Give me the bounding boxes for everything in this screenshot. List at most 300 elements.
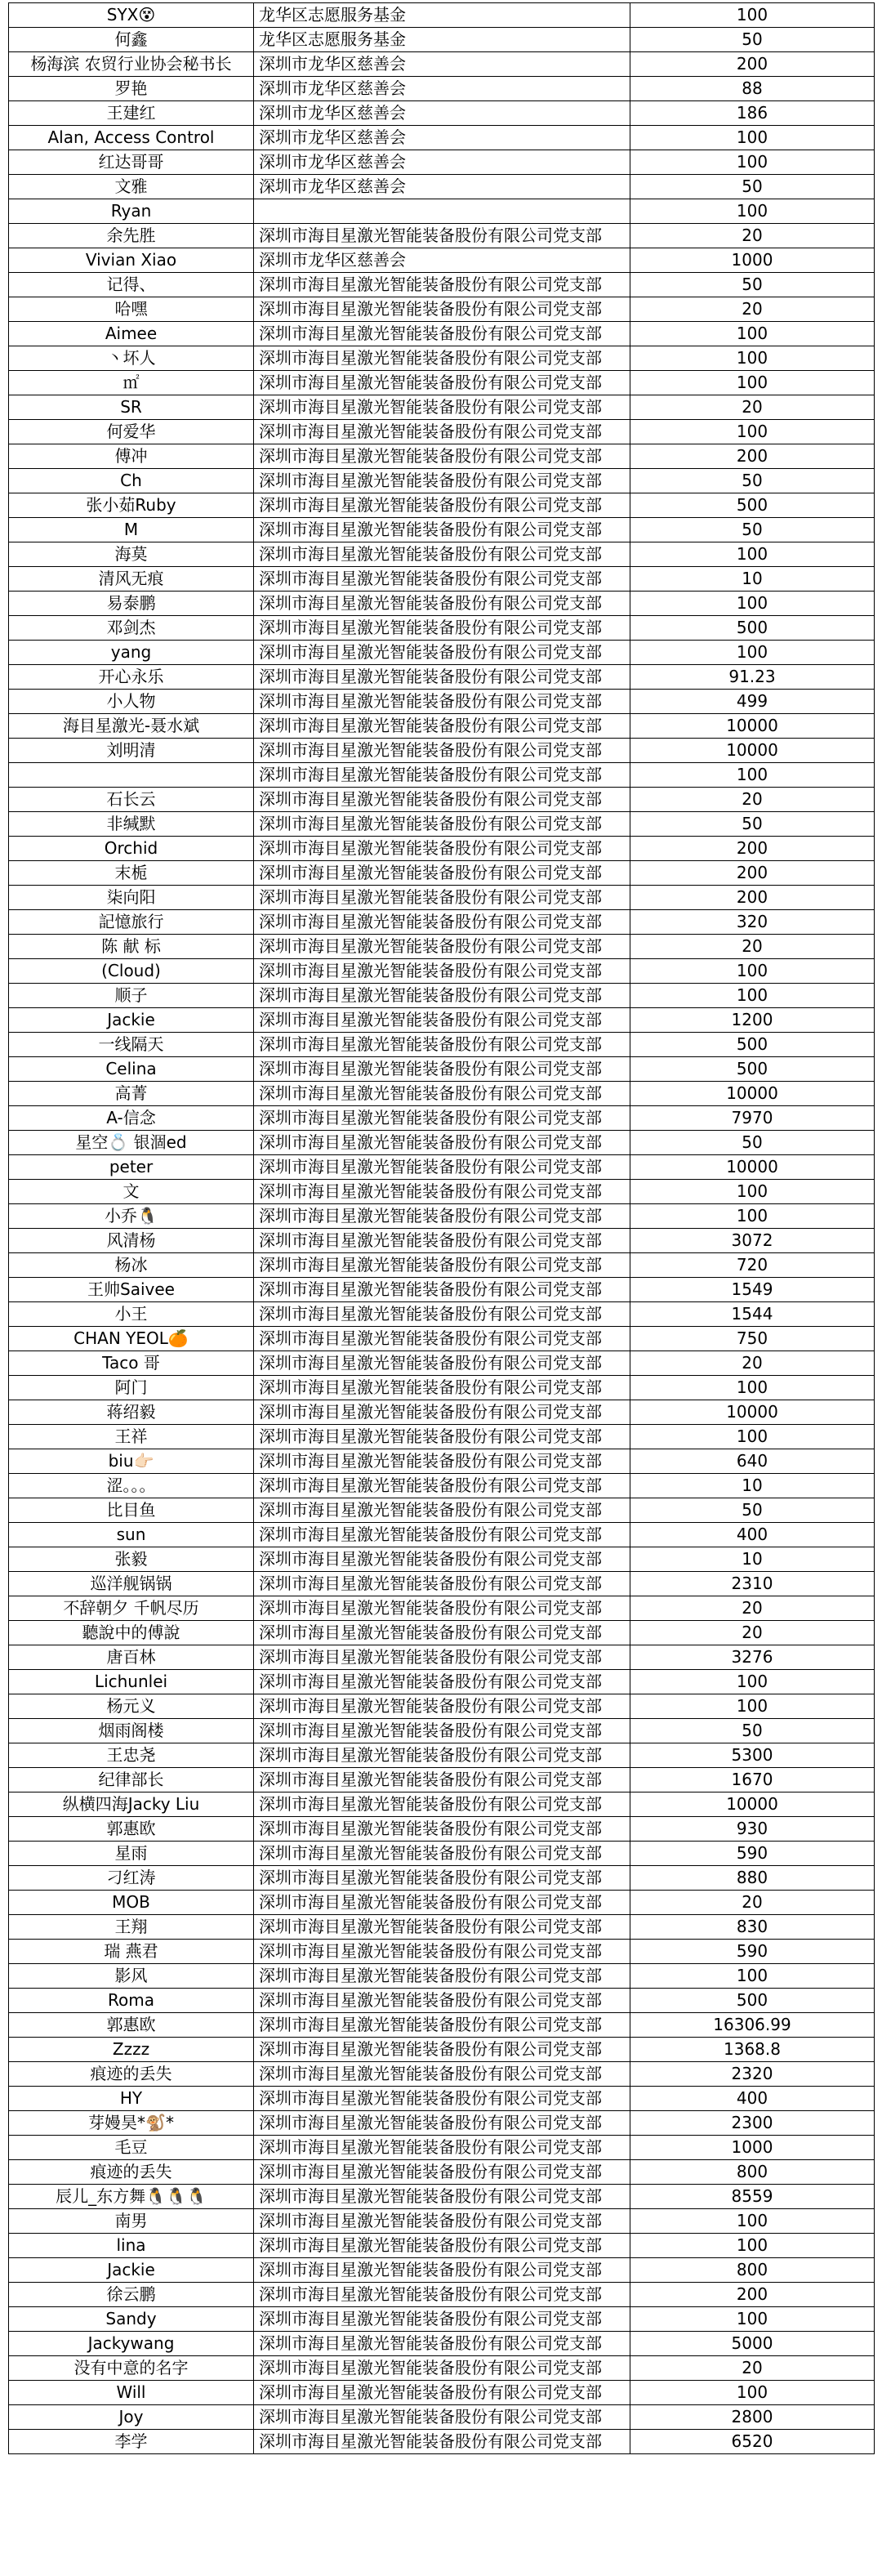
- donor-name-cell: 小人物: [9, 690, 254, 714]
- donor-name-cell: 张毅: [9, 1547, 254, 1572]
- donor-name-cell: SR: [9, 395, 254, 420]
- amount-cell: 20: [630, 297, 875, 322]
- donor-name-cell: Aimee: [9, 322, 254, 346]
- organization-cell: 深圳市海目星激光智能装备股份有限公司党支部: [254, 2381, 630, 2405]
- donor-name-cell: 不辞朝夕 千帆尽历: [9, 1596, 254, 1621]
- donor-name-cell: Taco 哥: [9, 1351, 254, 1376]
- donor-name-cell: 刘明清: [9, 739, 254, 763]
- donor-name-cell: Sandy: [9, 2307, 254, 2332]
- organization-cell: 深圳市海目星激光智能装备股份有限公司党支部: [254, 690, 630, 714]
- amount-cell: 50: [630, 812, 875, 837]
- table-row: [9, 2381, 875, 2405]
- organization-cell: 深圳市海目星激光智能装备股份有限公司党支部: [254, 1719, 630, 1743]
- amount-cell: 1000: [630, 2136, 875, 2160]
- amount-cell: 750: [630, 1327, 875, 1351]
- organization-cell: 深圳市海目星激光智能装备股份有限公司党支部: [254, 1743, 630, 1768]
- amount-cell: 10000: [630, 1082, 875, 1106]
- organization-cell: 深圳市海目星激光智能装备股份有限公司党支部: [254, 1057, 630, 1082]
- donor-name-cell: 痕迹的丢失: [9, 2062, 254, 2087]
- donor-name-cell: A-信念: [9, 1106, 254, 1131]
- amount-cell: 1368.8: [630, 2038, 875, 2062]
- table-row: [9, 567, 875, 592]
- organization-cell: 深圳市海目星激光智能装备股份有限公司党支部: [254, 2209, 630, 2234]
- table-row: [9, 1989, 875, 2013]
- donor-name-cell: 柒向阳: [9, 886, 254, 910]
- donor-name-cell: 易泰鹏: [9, 592, 254, 616]
- amount-cell: 20: [630, 395, 875, 420]
- organization-cell: 深圳市龙华区慈善会: [254, 52, 630, 77]
- organization-cell: 深圳市海目星激光智能装备股份有限公司党支部: [254, 1327, 630, 1351]
- donor-name-cell: 瑞 燕君: [9, 1940, 254, 1964]
- donation-table-body: [9, 3, 875, 2454]
- organization-cell: 深圳市海目星激光智能装备股份有限公司党支部: [254, 1253, 630, 1278]
- donor-name-cell: Ch: [9, 469, 254, 493]
- table-row: [9, 1596, 875, 1621]
- table-row: [9, 984, 875, 1008]
- amount-cell: 100: [630, 199, 875, 224]
- donor-name-cell: 刁红涛: [9, 1866, 254, 1891]
- amount-cell: 186: [630, 101, 875, 126]
- donor-name-cell: HY: [9, 2087, 254, 2111]
- organization-cell: 深圳市海目星激光智能装备股份有限公司党支部: [254, 567, 630, 592]
- table-row: [9, 101, 875, 126]
- table-row: [9, 126, 875, 150]
- organization-cell: 深圳市海目星激光智能装备股份有限公司党支部: [254, 2430, 630, 2454]
- table-row: [9, 1817, 875, 1842]
- organization-cell: 深圳市海目星激光智能装备股份有限公司党支部: [254, 518, 630, 542]
- amount-cell: 100: [630, 1204, 875, 1229]
- table-row: [9, 2430, 875, 2454]
- organization-cell: 深圳市海目星激光智能装备股份有限公司党支部: [254, 542, 630, 567]
- donor-name-cell: Will: [9, 2381, 254, 2405]
- donor-name-cell: Joy: [9, 2405, 254, 2430]
- amount-cell: 10000: [630, 739, 875, 763]
- table-row: [9, 2136, 875, 2160]
- table-row: [9, 788, 875, 812]
- organization-cell: 深圳市海目星激光智能装备股份有限公司党支部: [254, 1400, 630, 1425]
- amount-cell: 3072: [630, 1229, 875, 1253]
- table-row: [9, 690, 875, 714]
- donor-name-cell: 王帅Saivee: [9, 1278, 254, 1302]
- donor-name-cell: 涩。。。: [9, 1474, 254, 1498]
- table-row: [9, 444, 875, 469]
- amount-cell: 2310: [630, 1572, 875, 1596]
- organization-cell: 深圳市海目星激光智能装备股份有限公司党支部: [254, 1229, 630, 1253]
- organization-cell: 深圳市海目星激光智能装备股份有限公司党支部: [254, 1376, 630, 1400]
- organization-cell: 深圳市海目星激光智能装备股份有限公司党支部: [254, 984, 630, 1008]
- table-row: [9, 346, 875, 371]
- organization-cell: 深圳市海目星激光智能装备股份有限公司党支部: [254, 1768, 630, 1792]
- organization-cell: 深圳市海目星激光智能装备股份有限公司党支部: [254, 616, 630, 641]
- amount-cell: 20: [630, 935, 875, 959]
- amount-cell: 1000: [630, 248, 875, 273]
- amount-cell: 499: [630, 690, 875, 714]
- amount-cell: 20: [630, 1351, 875, 1376]
- organization-cell: 深圳市海目星激光智能装备股份有限公司党支部: [254, 1621, 630, 1645]
- table-row: [9, 837, 875, 861]
- amount-cell: 800: [630, 2258, 875, 2283]
- amount-cell: 320: [630, 910, 875, 935]
- amount-cell: 100: [630, 322, 875, 346]
- amount-cell: 1200: [630, 1008, 875, 1033]
- amount-cell: 10: [630, 1474, 875, 1498]
- amount-cell: 830: [630, 1915, 875, 1940]
- organization-cell: 深圳市海目星激光智能装备股份有限公司党支部: [254, 665, 630, 690]
- donor-name-cell: 邓剑杰: [9, 616, 254, 641]
- table-row: [9, 1964, 875, 1989]
- amount-cell: 50: [630, 518, 875, 542]
- donor-name-cell: 杨冰: [9, 1253, 254, 1278]
- organization-cell: 深圳市海目星激光智能装备股份有限公司党支部: [254, 1523, 630, 1547]
- organization-cell: 深圳市海目星激光智能装备股份有限公司党支部: [254, 910, 630, 935]
- table-row: [9, 1670, 875, 1694]
- amount-cell: 50: [630, 28, 875, 52]
- amount-cell: 930: [630, 1817, 875, 1842]
- table-row: [9, 493, 875, 518]
- organization-cell: 深圳市海目星激光智能装备股份有限公司党支部: [254, 2356, 630, 2381]
- donor-name-cell: Zzzz: [9, 2038, 254, 2062]
- donor-name-cell: peter: [9, 1155, 254, 1180]
- table-row: [9, 861, 875, 886]
- amount-cell: 100: [630, 1425, 875, 1449]
- table-row: [9, 935, 875, 959]
- donor-name-cell: 没有中意的名字: [9, 2356, 254, 2381]
- amount-cell: 200: [630, 837, 875, 861]
- donor-name-cell: 徐云鹏: [9, 2283, 254, 2307]
- organization-cell: 深圳市海目星激光智能装备股份有限公司党支部: [254, 2038, 630, 2062]
- amount-cell: 100: [630, 542, 875, 567]
- organization-cell: 深圳市海目星激光智能装备股份有限公司党支部: [254, 1596, 630, 1621]
- table-row: [9, 2234, 875, 2258]
- table-row: [9, 1694, 875, 1719]
- amount-cell: 500: [630, 1057, 875, 1082]
- organization-cell: 深圳市海目星激光智能装备股份有限公司党支部: [254, 2062, 630, 2087]
- amount-cell: 20: [630, 788, 875, 812]
- amount-cell: 10000: [630, 1792, 875, 1817]
- amount-cell: 2800: [630, 2405, 875, 2430]
- organization-cell: 深圳市海目星激光智能装备股份有限公司党支部: [254, 592, 630, 616]
- donor-name-cell: 李学: [9, 2430, 254, 2454]
- amount-cell: 5000: [630, 2332, 875, 2356]
- donor-name-cell: 末栀: [9, 861, 254, 886]
- organization-cell: 深圳市海目星激光智能装备股份有限公司党支部: [254, 1964, 630, 1989]
- amount-cell: 20: [630, 1596, 875, 1621]
- table-row: [9, 665, 875, 690]
- table-row: [9, 1523, 875, 1547]
- organization-cell: 深圳市海目星激光智能装备股份有限公司党支部: [254, 1940, 630, 1964]
- donor-name-cell: 影风: [9, 1964, 254, 1989]
- amount-cell: 5300: [630, 1743, 875, 1768]
- donor-name-cell: 記憶旅行: [9, 910, 254, 935]
- organization-cell: 深圳市海目星激光智能装备股份有限公司党支部: [254, 2160, 630, 2185]
- amount-cell: 200: [630, 52, 875, 77]
- table-row: [9, 322, 875, 346]
- amount-cell: 100: [630, 126, 875, 150]
- amount-cell: 50: [630, 175, 875, 199]
- table-row: [9, 1204, 875, 1229]
- table-row: [9, 2087, 875, 2111]
- table-row: [9, 1645, 875, 1670]
- amount-cell: 400: [630, 2087, 875, 2111]
- donor-name-cell: 小乔🐧: [9, 1204, 254, 1229]
- donor-name-cell: Jackywang: [9, 2332, 254, 2356]
- amount-cell: 200: [630, 861, 875, 886]
- organization-cell: 深圳市海目星激光智能装备股份有限公司党支部: [254, 837, 630, 861]
- amount-cell: 200: [630, 2283, 875, 2307]
- table-row: [9, 2160, 875, 2185]
- organization-cell: 深圳市海目星激光智能装备股份有限公司党支部: [254, 2283, 630, 2307]
- donor-name-cell: 海莫: [9, 542, 254, 567]
- organization-cell: 深圳市海目星激光智能装备股份有限公司党支部: [254, 2185, 630, 2209]
- table-row: [9, 469, 875, 493]
- organization-cell: 深圳市海目星激光智能装备股份有限公司党支部: [254, 420, 630, 444]
- donor-name-cell: 记得、: [9, 273, 254, 297]
- table-row: [9, 1768, 875, 1792]
- donor-name-cell: 非缄默: [9, 812, 254, 837]
- table-row: [9, 1891, 875, 1915]
- donor-name-cell: 烟雨阁楼: [9, 1719, 254, 1743]
- organization-cell: 深圳市海目星激光智能装备股份有限公司党支部: [254, 1498, 630, 1523]
- table-row: [9, 2307, 875, 2332]
- amount-cell: 400: [630, 1523, 875, 1547]
- donor-name-cell: CHAN YEOL🍊: [9, 1327, 254, 1351]
- organization-cell: 深圳市海目星激光智能装备股份有限公司党支部: [254, 714, 630, 739]
- table-row: [9, 739, 875, 763]
- table-row: [9, 1743, 875, 1768]
- donor-name-cell: lina: [9, 2234, 254, 2258]
- amount-cell: 6520: [630, 2430, 875, 2454]
- table-row: [9, 224, 875, 248]
- organization-cell: 深圳市海目星激光智能装备股份有限公司党支部: [254, 1106, 630, 1131]
- amount-cell: 200: [630, 444, 875, 469]
- amount-cell: 91.23: [630, 665, 875, 690]
- table-row: [9, 1719, 875, 1743]
- table-row: [9, 1033, 875, 1057]
- table-row: [9, 641, 875, 665]
- organization-cell: 深圳市海目星激光智能装备股份有限公司党支部: [254, 273, 630, 297]
- donor-name-cell: yang: [9, 641, 254, 665]
- donor-name-cell: 南男: [9, 2209, 254, 2234]
- donor-name-cell: 顺子: [9, 984, 254, 1008]
- table-row: [9, 297, 875, 322]
- donor-name-cell: 海目星激光-聂水斌: [9, 714, 254, 739]
- donor-name-cell: 风清杨: [9, 1229, 254, 1253]
- table-row: [9, 1327, 875, 1351]
- donor-name-cell: Jackie: [9, 1008, 254, 1033]
- organization-cell: 深圳市海目星激光智能装备股份有限公司党支部: [254, 1989, 630, 2013]
- organization-cell: 深圳市海目星激光智能装备股份有限公司党支部: [254, 2258, 630, 2283]
- amount-cell: 10000: [630, 714, 875, 739]
- donor-name-cell: 纪律部长: [9, 1768, 254, 1792]
- table-row: [9, 2258, 875, 2283]
- donor-name-cell: ㎡: [9, 371, 254, 395]
- table-row: [9, 1547, 875, 1572]
- table-row: [9, 3, 875, 28]
- amount-cell: 590: [630, 1940, 875, 1964]
- table-row: [9, 2332, 875, 2356]
- amount-cell: 100: [630, 984, 875, 1008]
- table-row: [9, 959, 875, 984]
- amount-cell: 100: [630, 1180, 875, 1204]
- organization-cell: 深圳市海目星激光智能装备股份有限公司党支部: [254, 1792, 630, 1817]
- organization-cell: 深圳市龙华区慈善会: [254, 126, 630, 150]
- organization-cell: 深圳市海目星激光智能装备股份有限公司党支部: [254, 493, 630, 518]
- organization-cell: 深圳市海目星激光智能装备股份有限公司党支部: [254, 1645, 630, 1670]
- organization-cell: 深圳市海目星激光智能装备股份有限公司党支部: [254, 886, 630, 910]
- donor-name-cell: 文: [9, 1180, 254, 1204]
- organization-cell: 深圳市海目星激光智能装备股份有限公司党支部: [254, 2136, 630, 2160]
- donor-name-cell: 郭惠欧: [9, 1817, 254, 1842]
- table-row: [9, 1842, 875, 1866]
- table-row: [9, 1425, 875, 1449]
- amount-cell: 10000: [630, 1400, 875, 1425]
- organization-cell: 深圳市海目星激光智能装备股份有限公司党支部: [254, 2013, 630, 2038]
- organization-cell: 深圳市海目星激光智能装备股份有限公司党支部: [254, 297, 630, 322]
- organization-cell: 深圳市龙华区慈善会: [254, 248, 630, 273]
- organization-cell: 深圳市海目星激光智能装备股份有限公司党支部: [254, 1915, 630, 1940]
- table-row: [9, 812, 875, 837]
- donor-name-cell: 芽嫚昊*🐒*: [9, 2111, 254, 2136]
- donation-list-sheet: [8, 2, 874, 2454]
- table-row: [9, 763, 875, 788]
- organization-cell: [254, 199, 630, 224]
- donor-name-cell: 王建红: [9, 101, 254, 126]
- table-row: [9, 910, 875, 935]
- organization-cell: 深圳市海目星激光智能装备股份有限公司党支部: [254, 861, 630, 886]
- table-row: [9, 28, 875, 52]
- amount-cell: 100: [630, 1964, 875, 1989]
- donor-name-cell: 痕迹的丢失: [9, 2160, 254, 2185]
- donor-name-cell: 何鑫: [9, 28, 254, 52]
- table-row: [9, 1915, 875, 1940]
- donor-name-cell: 红达哥哥: [9, 150, 254, 175]
- donor-name-cell: Alan, Access Control: [9, 126, 254, 150]
- donor-name-cell: 杨元义: [9, 1694, 254, 1719]
- table-row: [9, 886, 875, 910]
- organization-cell: 深圳市海目星激光智能装备股份有限公司党支部: [254, 935, 630, 959]
- donor-name-cell: 开心永乐: [9, 665, 254, 690]
- donor-name-cell: 辰儿_东方舞🐧🐧🐧: [9, 2185, 254, 2209]
- organization-cell: 深圳市海目星激光智能装备股份有限公司党支部: [254, 469, 630, 493]
- organization-cell: 深圳市海目星激光智能装备股份有限公司党支部: [254, 395, 630, 420]
- amount-cell: 3276: [630, 1645, 875, 1670]
- donor-name-cell: 毛豆: [9, 2136, 254, 2160]
- organization-cell: 深圳市龙华区慈善会: [254, 175, 630, 199]
- donor-name-cell: 余先胜: [9, 224, 254, 248]
- organization-cell: 深圳市海目星激光智能装备股份有限公司党支部: [254, 322, 630, 346]
- amount-cell: 8559: [630, 2185, 875, 2209]
- table-row: [9, 248, 875, 273]
- table-row: [9, 1351, 875, 1376]
- amount-cell: 100: [630, 371, 875, 395]
- table-row: [9, 1082, 875, 1106]
- table-row: [9, 2062, 875, 2087]
- organization-cell: 深圳市海目星激光智能装备股份有限公司党支部: [254, 1842, 630, 1866]
- table-row: [9, 1057, 875, 1082]
- amount-cell: 100: [630, 420, 875, 444]
- amount-cell: 16306.99: [630, 2013, 875, 2038]
- table-row: [9, 1302, 875, 1327]
- table-row: [9, 1253, 875, 1278]
- amount-cell: 100: [630, 3, 875, 28]
- organization-cell: 深圳市海目星激光智能装备股份有限公司党支部: [254, 1572, 630, 1596]
- table-row: [9, 175, 875, 199]
- donor-name-cell: (Cloud): [9, 959, 254, 984]
- amount-cell: 500: [630, 1033, 875, 1057]
- donor-name-cell: 阿门: [9, 1376, 254, 1400]
- amount-cell: 100: [630, 2381, 875, 2405]
- organization-cell: 深圳市海目星激光智能装备股份有限公司党支部: [254, 1131, 630, 1155]
- donor-name-cell: 丶坏人: [9, 346, 254, 371]
- table-row: [9, 273, 875, 297]
- table-row: [9, 2283, 875, 2307]
- donor-name-cell: 王翔: [9, 1915, 254, 1940]
- organization-cell: 深圳市海目星激光智能装备股份有限公司党支部: [254, 2234, 630, 2258]
- organization-cell: 深圳市海目星激光智能装备股份有限公司党支部: [254, 224, 630, 248]
- table-row: [9, 1498, 875, 1523]
- donor-name-cell: M: [9, 518, 254, 542]
- table-row: [9, 2013, 875, 2038]
- organization-cell: 深圳市龙华区慈善会: [254, 77, 630, 101]
- donor-name-cell: 杨海滨 农贸行业协会秘书长: [9, 52, 254, 77]
- donor-name-cell: 王祥: [9, 1425, 254, 1449]
- amount-cell: 7970: [630, 1106, 875, 1131]
- amount-cell: 1544: [630, 1302, 875, 1327]
- table-row: [9, 1866, 875, 1891]
- amount-cell: 800: [630, 2160, 875, 2185]
- organization-cell: 深圳市海目星激光智能装备股份有限公司党支部: [254, 1891, 630, 1915]
- donor-name-cell: 石长云: [9, 788, 254, 812]
- organization-cell: 深圳市龙华区慈善会: [254, 150, 630, 175]
- donor-name-cell: 星雨: [9, 1842, 254, 1866]
- amount-cell: 10: [630, 567, 875, 592]
- table-row: [9, 1155, 875, 1180]
- amount-cell: 2300: [630, 2111, 875, 2136]
- table-row: [9, 2356, 875, 2381]
- table-row: [9, 1940, 875, 1964]
- donor-name-cell: 唐百林: [9, 1645, 254, 1670]
- amount-cell: 100: [630, 1694, 875, 1719]
- amount-cell: 100: [630, 346, 875, 371]
- organization-cell: 深圳市海目星激光智能装备股份有限公司党支部: [254, 1425, 630, 1449]
- organization-cell: 深圳市海目星激光智能装备股份有限公司党支部: [254, 1155, 630, 1180]
- amount-cell: 100: [630, 2209, 875, 2234]
- organization-cell: 深圳市海目星激光智能装备股份有限公司党支部: [254, 788, 630, 812]
- organization-cell: 深圳市海目星激光智能装备股份有限公司党支部: [254, 2087, 630, 2111]
- amount-cell: 100: [630, 2234, 875, 2258]
- table-row: [9, 1229, 875, 1253]
- amount-cell: 590: [630, 1842, 875, 1866]
- amount-cell: 100: [630, 150, 875, 175]
- table-row: [9, 1106, 875, 1131]
- table-row: [9, 1621, 875, 1645]
- amount-cell: 100: [630, 959, 875, 984]
- table-row: [9, 1008, 875, 1033]
- organization-cell: 深圳市海目星激光智能装备股份有限公司党支部: [254, 1302, 630, 1327]
- donor-name-cell: 清风无痕: [9, 567, 254, 592]
- amount-cell: 50: [630, 469, 875, 493]
- table-row: [9, 616, 875, 641]
- organization-cell: 深圳市海目星激光智能装备股份有限公司党支部: [254, 1008, 630, 1033]
- organization-cell: 深圳市海目星激光智能装备股份有限公司党支部: [254, 2111, 630, 2136]
- amount-cell: 88: [630, 77, 875, 101]
- table-row: [9, 1474, 875, 1498]
- table-row: [9, 77, 875, 101]
- organization-cell: 深圳市海目星激光智能装备股份有限公司党支部: [254, 959, 630, 984]
- donor-name-cell: SYX😵: [9, 3, 254, 28]
- donor-name-cell: 何爱华: [9, 420, 254, 444]
- donor-name-cell: 傅冲: [9, 444, 254, 469]
